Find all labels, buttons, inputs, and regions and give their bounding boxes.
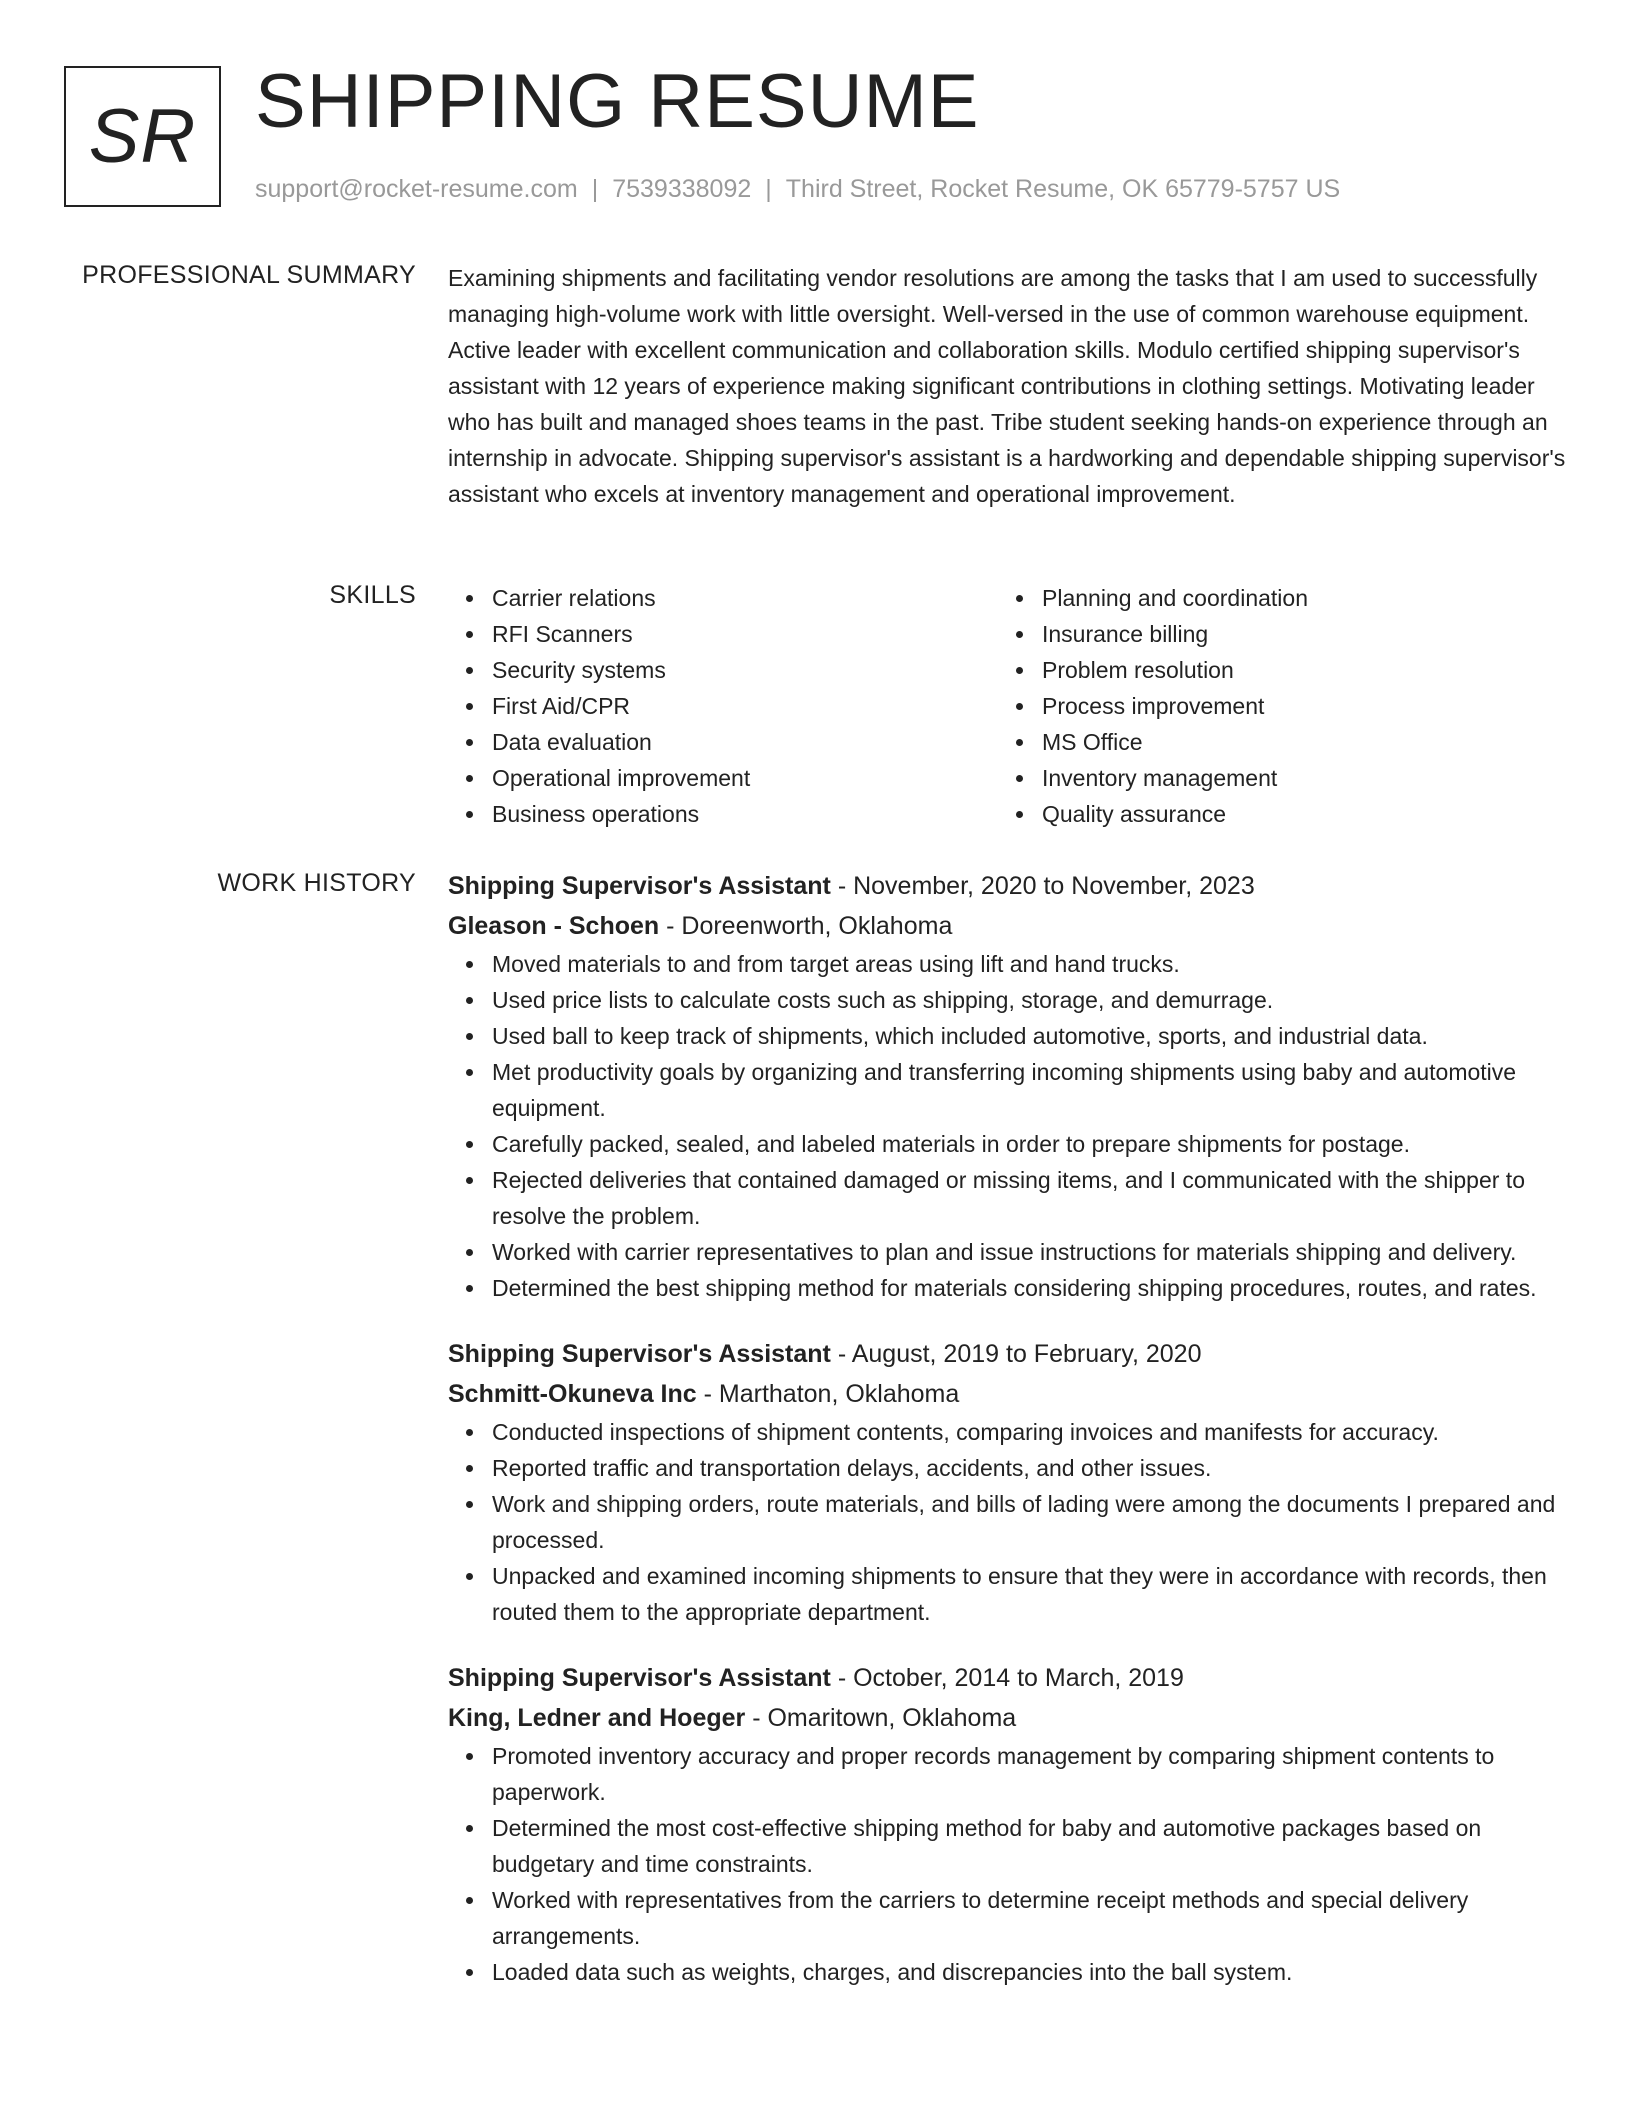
contact-separator: | xyxy=(765,175,772,203)
job-bullet-list xyxy=(448,946,1568,1306)
job-dates: - November, 2020 to November, 2023 xyxy=(830,872,1255,900)
work-history-body xyxy=(448,866,1568,2018)
job-entry xyxy=(448,866,1568,1306)
job-company: Gleason - Schoen xyxy=(448,912,660,940)
contact-email[interactable]: support@rocket-resume.com xyxy=(255,175,578,203)
skill-item: Planning and coordination xyxy=(1042,580,1548,616)
skill-item: RFI Scanners xyxy=(492,616,998,652)
job-bullet-list xyxy=(448,1414,1568,1630)
job-bullet: Rejected deliveries that contained damaged or missing items, and I communicated with the shipper to resolve the problem. xyxy=(492,1162,1568,1234)
skill-item: MS Office xyxy=(1042,724,1548,760)
job-bullet: Carefully packed, sealed, and labeled materials in order to prepare shipments for postage. xyxy=(492,1126,1568,1162)
skill-item: First Aid/CPR xyxy=(492,688,998,724)
contact-phone[interactable]: 7539338092 xyxy=(612,175,752,203)
job-bullet: Used ball to keep track of shipments, which included automotive, sports, and industrial data. xyxy=(492,1018,1568,1054)
summary-body xyxy=(448,260,1568,512)
summary-label: PROFESSIONAL SUMMARY xyxy=(82,261,416,289)
job-location: - Marthaton, Oklahoma xyxy=(696,1380,960,1408)
job-company-line xyxy=(448,1374,1568,1414)
job-company: King, Ledner and Hoeger xyxy=(448,1704,746,1732)
skills-list-right xyxy=(998,580,1548,832)
skills-label: SKILLS xyxy=(329,581,416,609)
job-company: Schmitt-Okuneva Inc xyxy=(448,1380,697,1408)
job-title: Shipping Supervisor's Assistant xyxy=(448,1664,831,1692)
skill-item: Data evaluation xyxy=(492,724,998,760)
job-bullet: Moved materials to and from target areas using lift and hand trucks. xyxy=(492,946,1568,982)
job-title-line xyxy=(448,1658,1568,1698)
job-location: - Omaritown, Oklahoma xyxy=(745,1704,1017,1732)
job-company-line xyxy=(448,1698,1568,1738)
job-bullet: Worked with representatives from the carriers to determine receipt methods and special delivery arrangements. xyxy=(492,1882,1568,1954)
job-bullet: Used price lists to calculate costs such as shipping, storage, and demurrage. xyxy=(492,982,1568,1018)
job-bullet: Loaded data such as weights, charges, and discrepancies into the ball system. xyxy=(492,1954,1568,1990)
skill-item: Business operations xyxy=(492,796,998,832)
contact-address: Third Street, Rocket Resume, OK 65779-5757 US xyxy=(785,175,1341,203)
job-bullet: Unpacked and examined incoming shipments to ensure that they were in accordance with records, then routed them to the appropriate department. xyxy=(492,1558,1568,1630)
job-bullet: Reported traffic and transportation delays, accidents, and other issues. xyxy=(492,1450,1568,1486)
job-title-line xyxy=(448,866,1568,906)
job-bullet: Met productivity goals by organizing and transferring incoming shipments using baby and automotive equipment. xyxy=(492,1054,1568,1126)
skills-body xyxy=(448,580,1568,832)
skill-item: Process improvement xyxy=(1042,688,1548,724)
monogram-logo: SR xyxy=(64,66,221,207)
job-title-line xyxy=(448,1334,1568,1374)
job-bullet: Determined the most cost-effective shipping method for baby and automotive packages based on budgetary and time constraints. xyxy=(492,1810,1568,1882)
skill-item: Problem resolution xyxy=(1042,652,1548,688)
summary-text: Examining shipments and facilitating vendor resolutions are among the tasks that I am used to successfully managing high-volume work with little oversight. Well-versed in the use of common warehouse equipment. Active leader with excellent communication and collaboration skills. Modulo certified shipping supervisor's assistant with 12 years of experience making significant contributions in clothing settings. Motivating leader who has built and managed shoes teams in the past. Tribe student seeking hands-on experience through an internship in advocate. Shipping supervisor's assistant is a hardworking and dependable shipping supervisor's assistant who excels at inventory management and operational improvement. xyxy=(448,265,1566,507)
job-dates: - October, 2014 to March, 2019 xyxy=(830,1664,1184,1692)
job-title: Shipping Supervisor's Assistant xyxy=(448,1340,831,1368)
skill-item: Quality assurance xyxy=(1042,796,1548,832)
skills-list-left xyxy=(448,580,998,832)
job-location: - Doreenworth, Oklahoma xyxy=(659,912,953,940)
resume-name-heading: SHIPPING RESUME xyxy=(255,59,980,144)
skill-item: Insurance billing xyxy=(1042,616,1548,652)
job-entry xyxy=(448,1334,1568,1630)
job-bullet-list xyxy=(448,1738,1568,1990)
job-bullet: Determined the best shipping method for materials considering shipping procedures, routes, and rates. xyxy=(492,1270,1568,1306)
work-history-label: WORK HISTORY xyxy=(217,869,416,897)
skill-item: Security systems xyxy=(492,652,998,688)
contact-line xyxy=(255,174,1340,204)
contact-separator: | xyxy=(591,175,599,203)
job-bullet: Work and shipping orders, route materials, and bills of lading were among the documents I prepared and processed. xyxy=(492,1486,1568,1558)
job-bullet: Conducted inspections of shipment contents, comparing invoices and manifests for accuracy. xyxy=(492,1414,1568,1450)
job-bullet: Promoted inventory accuracy and proper records management by comparing shipment contents to paperwork. xyxy=(492,1738,1568,1810)
skills-column-right xyxy=(998,580,1548,832)
job-dates: - August, 2019 to February, 2020 xyxy=(830,1340,1202,1368)
job-company-line xyxy=(448,906,1568,946)
skill-item: Operational improvement xyxy=(492,760,998,796)
skill-item: Carrier relations xyxy=(492,580,998,616)
job-bullet: Worked with carrier representatives to plan and issue instructions for materials shipping and delivery. xyxy=(492,1234,1568,1270)
job-entry xyxy=(448,1658,1568,1990)
job-title: Shipping Supervisor's Assistant xyxy=(448,872,831,900)
skills-column-left xyxy=(448,580,998,832)
skill-item: Inventory management xyxy=(1042,760,1548,796)
